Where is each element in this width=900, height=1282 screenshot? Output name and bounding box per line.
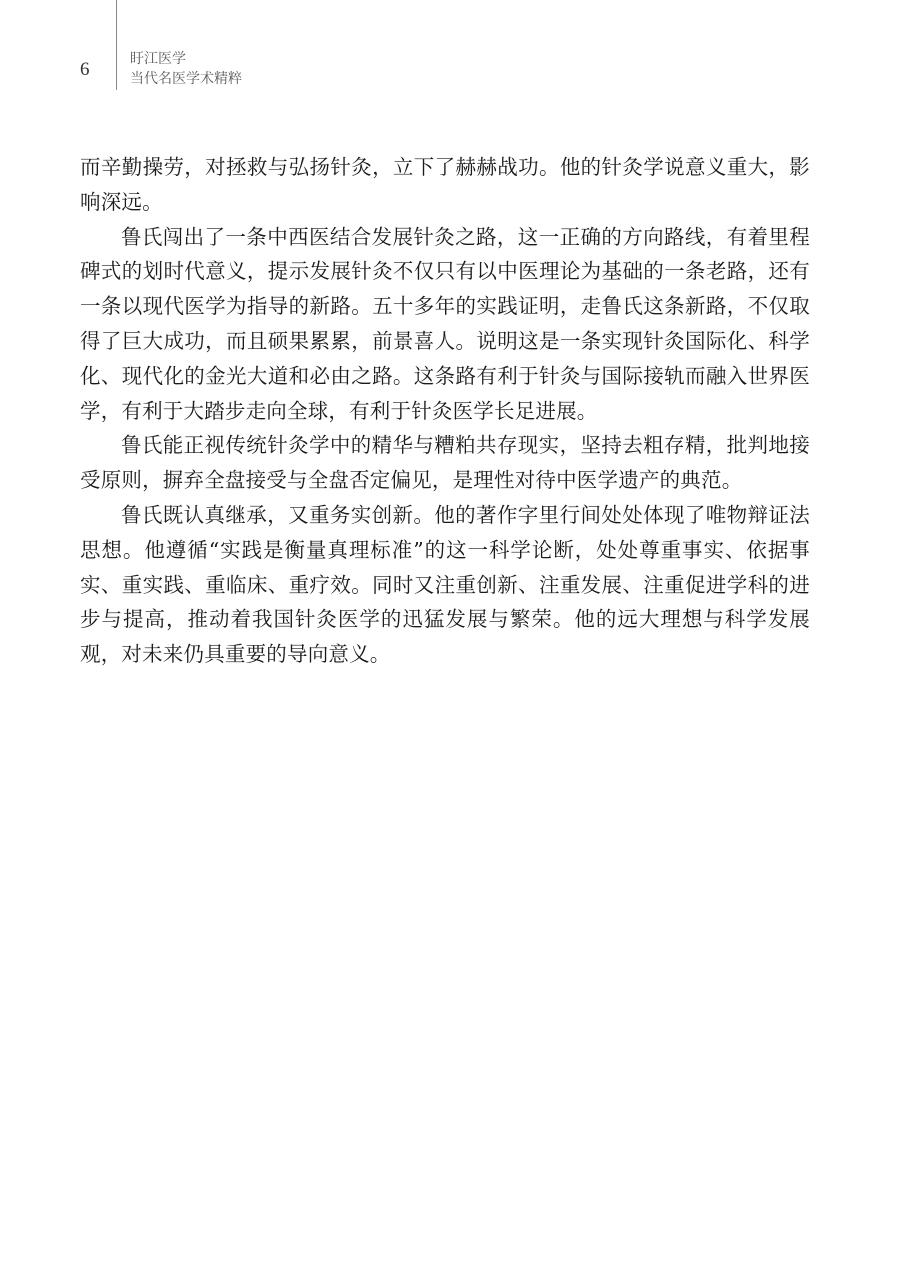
- paragraph: 鲁氏闯出了一条中西医结合发展针灸之路，这一正确的方向路线，有着里程碑式的划时代意义，提示发展针灸不仅只有以中医理论为基础的一条老路，还有一条以现代医学为指导的新路。五十多年的实践证明，走鲁氏这条新路，不仅取得了巨大成功，而且硕果累累，前景喜人。说明这是一条实现针灸国际化、科学化、现代化的金光大道和必由之路。这条路有利于针灸与国际接轨而融入世界医学，有利于大踏步走向全球，有利于针灸医学长足进展。: [80, 224, 810, 423]
- body-text: [80, 150, 810, 672]
- running-head: [130, 49, 242, 89]
- page-header: [0, 0, 900, 100]
- series-title: 盱江医学: [130, 51, 186, 67]
- paragraph: 鲁氏既认真继承，又重务实创新。他的著作字里行间处处体现了唯物辩证法思想。他遵循“实践是衡量真理标准”的这一科学论断，处处尊重事实、依据事实、重实践、重临床、重疗效。同时又注重创新、注重发展、注重促进学科的进步与提高，推动着我国针灸医学的迅猛发展与繁荣。他的远大理想与科学发展观，对未来仍具重要的导向意义。: [80, 502, 810, 667]
- page-number: 6: [80, 59, 90, 80]
- book-title: 当代名医学术精粹: [130, 71, 242, 87]
- paragraph: 鲁氏能正视传统针灸学中的精华与糟粕共存现实，坚持去粗存精，批判地接受原则，摒弃全盘接受与全盘否定偏见，是理性对待中医学遗产的典范。: [80, 433, 810, 493]
- paragraph-continued: 而辛勤操劳，对拯救与弘扬针灸，立下了赫赫战功。他的针灸学说意义重大，影响深远。: [80, 155, 810, 214]
- header-divider: [116, 0, 117, 90]
